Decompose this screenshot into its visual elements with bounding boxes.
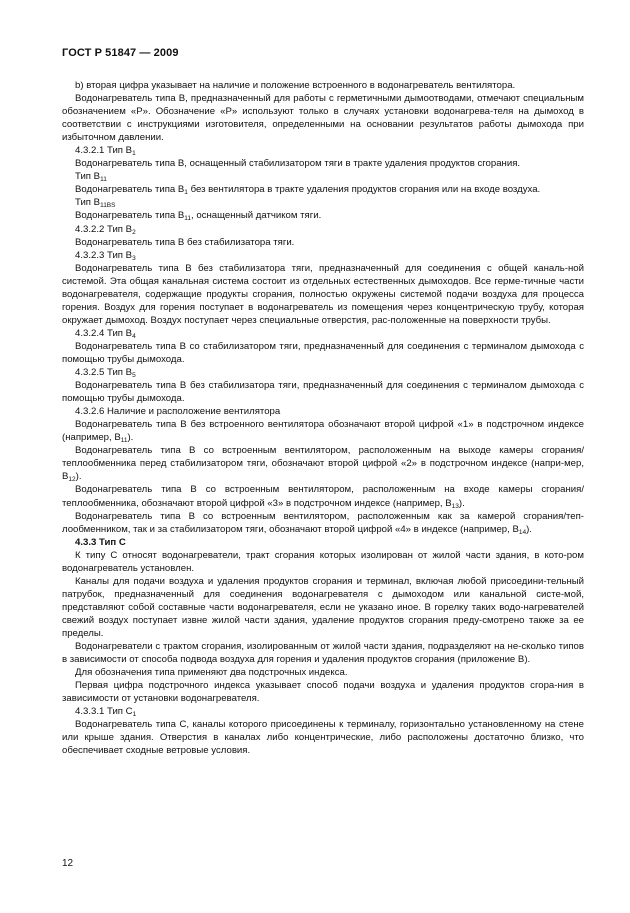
paragraph: К типу C относят водонагреватели, тракт сгорания которых изолирован от жилой части здания, в кото-ром водонагреватель установлен. bbox=[62, 549, 584, 574]
section-heading: 4.3.2.1 Тип $B_1$ bbox=[75, 145, 136, 158]
section-heading: 4.3.2.6 Наличие и расположение вентилятора bbox=[75, 406, 281, 418]
paragraph: Первая цифра подстрочного индекса указывает способ подачи воздуха и удаления продуктов сгора-ния в зависимости от установки водонагревателя. bbox=[62, 680, 584, 705]
page-number: 12 bbox=[62, 858, 74, 869]
paragraph: Водонагреватель типа $B_1$ без вентилятора в тракте удаления продуктов сгорания или на входе воздуха. bbox=[75, 184, 541, 197]
type-label: Тип $B_{11BS}$ bbox=[75, 197, 116, 210]
paragraph: Водонагреватель типа B без стабилизатора тяги, предназначенный для соединения с терминалом дымохода с помощью трубы дымохода. bbox=[62, 380, 584, 405]
paragraph: Водонагреватель типа B со встроенным вентилятором, расположенным как за камерой сгорания/теп-лообменником, так и за стабилизатором тяги, обозначают второй цифрой «4» в индексе (например, $B_{14}$). bbox=[62, 510, 584, 536]
paragraph: Водонагреватель типа B, предназначенный для работы с герметичными дымоотводами, отмечают специальным обозначением «P». Обозначение «P» используют только в случаях установки водонагрева-теля на дымоход в соответствии с инструкциями изготовителя, определенными на основании результатов работы дымохода при избыточном давлении. bbox=[62, 93, 584, 144]
paragraph: Водонагреватель типа $B_{11}$, оснащенный датчиком тяги. bbox=[75, 210, 322, 223]
paragraph: Водонагреватель типа B без стабилизатора тяги, предназначенный для соединения с общей каналь-ной системой. Эта общая канальная система состоит из отдельных естественных дымоходов. Все герме-тичные части водонагревателя, содержащие продукты сгорания, полностью окружены системой подачи воздуха для процесса горения. Воздух для горения поступает в водонагреватель из помещения через концентрическую трубу, которая окружает дымоход. Воздух поступает через специальные отверстия, рас-положенные на поверхности трубы. bbox=[62, 262, 584, 326]
paragraph: Водонагреватель типа B без встроенного вентилятора обозначают второй цифрой «1» в подстрочном индексе (например, $B_{11}$). bbox=[62, 419, 584, 445]
section-heading: 4.3.2.3 Тип $B_3$ bbox=[75, 249, 136, 262]
paragraph: Водонагреватель типа B со встроенным вентилятором, расположенным на выходе камеры сгорания/ теплообменника перед стабилизатором тяги, обозначают второй цифрой «2» в подстрочном индексе (напри-мер, $B_{12}$). bbox=[62, 445, 584, 484]
paragraph: Водонагреватель типа B, оснащенный стабилизатором тяги в тракте удаления продуктов сгорания. bbox=[75, 158, 521, 170]
paragraph: Водонагреватель типа B со встроенным вентилятором, расположенным на входе камеры сгорания/ теплообменника, обозначают второй цифрой «3» в подстрочном индексе (например, $B_{13}$). bbox=[62, 484, 584, 510]
paragraph: Водонагреватель типа B без стабилизатора тяги. bbox=[75, 236, 295, 248]
type-label: Тип $B_{11}$ bbox=[75, 171, 107, 184]
paragraph: Каналы для подачи воздуха и удаления продуктов сгорания и терминал, включая любой присоедини-тельный патрубок, предназначенный для соединения водонагревателя с дымоходом или канальной систе-мой, представляют собой составные части водонагревателя, если не указано иное. В горелку таких водо-нагревателей свежий воздух поступает извне жилой части здания, удаление продуктов сгорания преду-смотрено также за ее пределы. bbox=[62, 575, 584, 639]
section-heading: 4.3.3.1 Тип $C_1$ bbox=[75, 706, 137, 719]
section-heading: 4.3.2.2 Тип $B_2$ bbox=[75, 223, 136, 236]
document-body bbox=[62, 79, 584, 757]
section-heading: 4.3.2.4 Тип $B_4$ bbox=[75, 327, 136, 340]
paragraph: Водонагреватели с трактом сгорания, изолированным от жилой части здания, подразделяют на не-сколько типов в зависимости от способа подвода воздуха для горения и удаления продуктов сгорания (приложение В). bbox=[62, 641, 584, 666]
section-heading: 4.3.2.5 Тип $B_5$ bbox=[75, 367, 136, 380]
document-header: ГОСТ Р 51847 — 2009 bbox=[62, 47, 179, 59]
paragraph: Водонагреватель типа C, каналы которого присоединены к терминалу, горизонтально установленному на стене или крыше здания. Отверстия в каналах либо концентрические, либо расположены достаточно близко, что обеспечивает сходные ветровые условия. bbox=[62, 719, 584, 757]
paragraph: Водонагреватель типа B со стабилизатором тяги, предназначенный для соединения с терминалом дымохода с помощью трубы дымохода. bbox=[62, 340, 584, 365]
paragraph: b) вторая цифра указывает на наличие и положение встроенного в водонагреватель вентилятора. bbox=[75, 80, 516, 91]
paragraph: Для обозначения типа применяют два подстрочных индекса. bbox=[75, 667, 348, 679]
section-heading-bold: 4.3.3 Тип C bbox=[75, 536, 126, 548]
